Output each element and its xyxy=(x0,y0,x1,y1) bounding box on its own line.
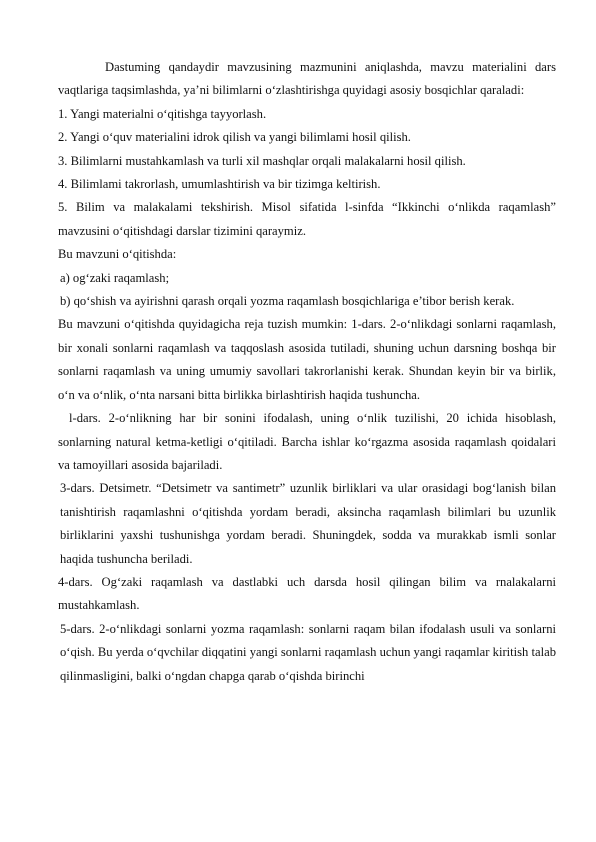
paragraph-plan: Bu mavzuni o‘qitishda quyidagicha reja tuzish mumkin: 1-dars. 2-o‘nlikdagi sonlarni raqamlash, bir xonali sonlarni raqamlash va taqqoslash asosida tutiladi, shuning uchun darsning boshqa bir sonlarni raqamlash va uning umumiy savollari takrorlanishi kerak. Shundan keyin bir va birlik, o‘n va o‘nlik, o‘nta narsani bitta birlikka birlashtirish haqida tushuncha. xyxy=(58,317,556,402)
paragraph-lesson-1: l-dars. 2-o‘nlikning har bir sonini ifodalash, uning o‘nlik tuzilishi, 20 ichida hisoblash, sonlarning natural ketma-ketligi o‘qitiladi. Barcha ishlar ko‘rgazma asosida raqamlash qoidalari va tamoyillari asosida bajariladi. xyxy=(58,411,556,472)
paragraph-topic: Bu mavzuni o‘qitishda: xyxy=(58,247,177,262)
list-item-step-2: 2. Yangi o‘quv materialini idrok qilish va yangi bilimlami hosil qilish. xyxy=(58,130,411,145)
paragraph-lesson-4: 4-dars. Og‘zaki raqamlash va dastlabki uch darsda hosil qilingan bilim va rnalakalarni mustahkamlash. xyxy=(58,574,556,613)
list-item-step-3: 3. Bilimlarni mustahkamlash va turli xil mashqlar orqali malakalarni hosil qilish. xyxy=(58,153,466,168)
paragraph-lesson-3: 3-dars. Detsimetr. “Detsimetr va santimetr” uzunlik birliklari va ular orasidagi bog‘lanish bilan tanishtirish raqamlashni o‘qitishda yordam beradi, aksincha raqamlash bilimlari bu uzunlik birliklarini yaxshi tushunishga yordam beradi. Shuningdek, sodda va murakkab ismli sonlar haqida tushuncha beriladi. xyxy=(60,481,556,566)
list-item-b: b) qo‘shish va ayirishni qarash orqali yozma raqamlash bosqichlariga e’tibor berish kerak. xyxy=(60,294,515,309)
list-item-step-1: 1. Yangi materialni o‘qitishga tayyorlash. xyxy=(58,106,267,121)
list-item-step-5: 5. Bilim va malakalami tekshirish. Misol sifatida l-sinfda “Ikkinchi o‘nlikda raqamlash” mavzusini o‘qitishdagi darslar tizimini qaraymiz. xyxy=(58,200,556,238)
document-page xyxy=(58,56,556,688)
list-item-step-4: 4. Bilimlami takrorlash, umumlashtirish va bir tizimga keltirish. xyxy=(58,177,381,192)
paragraph-lesson-5: 5-dars. 2-o‘nlikdagi sonlarni yozma raqamlash: sonlarni raqam bilan ifodalash usuli va sonlarni o‘qish. Bu yerda o‘qvchilar diqqatini yangi sonlarni raqamlash uchun yangi raqamlar kiritish talab qilinmasligini, balki o‘ngdan chapga qarab o‘qishda birinchi xyxy=(60,621,556,683)
paragraph-intro: Dastuming qandaydir mavzusining mazmunini aniqlashda, mavzu materialini dars vaqtlariga taqsimlashda, ya’ni bilimlarni o‘zlashtirishga quyidagi asosiy bosqichlar qaraladi: xyxy=(58,60,556,98)
list-item-a: a) og‘zaki raqamlash; xyxy=(60,270,170,285)
